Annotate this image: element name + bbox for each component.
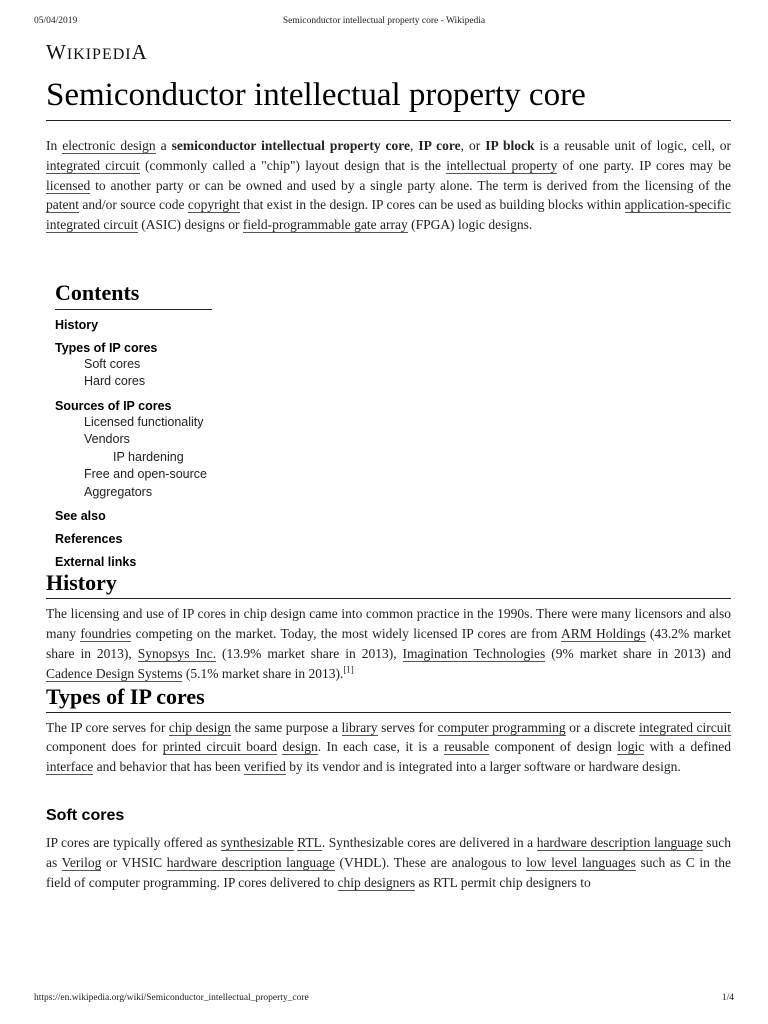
- link-rtl[interactable]: RTL: [297, 835, 322, 851]
- toc-item-licensed[interactable]: Licensed functionality: [84, 414, 204, 429]
- link-copyright[interactable]: copyright: [187, 197, 240, 213]
- toc-title: Contents: [55, 280, 212, 310]
- wikipedia-wordmark[interactable]: [46, 40, 148, 65]
- link-synthesizable[interactable]: synthesizable: [220, 835, 294, 851]
- link-arm-holdings[interactable]: ARM Holdings: [560, 626, 646, 642]
- print-header: [34, 16, 734, 30]
- article-content: [46, 76, 731, 892]
- toc-item-sources[interactable]: Sources of IP cores: [55, 398, 172, 413]
- link-asic[interactable]: application-specific integrated circuit: [46, 197, 731, 233]
- link-vhdl-hdl[interactable]: hardware description language: [166, 854, 335, 870]
- section-heading-types: Types of IP cores: [46, 684, 731, 713]
- link-fpga[interactable]: field-programmable gate array: [242, 217, 408, 233]
- toc-item-external-links[interactable]: External links: [55, 555, 137, 570]
- link-hdl[interactable]: hardware description language: [536, 835, 703, 851]
- soft-cores-paragraph: IP cores are typically offered as synthesizable RTL. Synthesizable cores are delivered in a hardware description language such as Verilog or VHSIC hardware description language (VHDL). These are analogous to low level languages such as C in the field of computer programming. IP cores delivered to chip designers as RTL permit chip designers to: [46, 835, 731, 890]
- wordmark-middle: IKIPEDI: [66, 46, 132, 63]
- link-integrated-circuit[interactable]: integrated circuit: [46, 157, 140, 173]
- link-logic[interactable]: logic: [617, 739, 645, 755]
- link-verilog[interactable]: Verilog: [61, 854, 102, 870]
- toc-item-references[interactable]: References: [55, 532, 123, 547]
- link-cadence[interactable]: Cadence Design Systems: [46, 665, 183, 681]
- types-paragraph: The IP core serves for chip design the same purpose a library serves for computer programming or a discrete integrated circuit component does for printed circuit board design. In each case, it is a reusable component of design logic with a defined interface and behavior that has been verified by its vendor and is integrated into a larger software or hardware design.: [46, 719, 732, 775]
- citation-ref[interactable]: [1]: [343, 664, 354, 675]
- link-verified[interactable]: verified: [243, 759, 286, 775]
- toc-item-soft-cores[interactable]: Soft cores: [84, 356, 141, 371]
- toc-item-ip-hardening[interactable]: IP hardening: [113, 449, 184, 464]
- link-reusable[interactable]: reusable: [444, 739, 490, 755]
- table-of-contents: [55, 280, 212, 571]
- link-library[interactable]: library: [341, 719, 378, 735]
- link-computer-programming[interactable]: computer programming: [437, 719, 566, 735]
- link-foundries[interactable]: foundries: [80, 626, 132, 642]
- link-design[interactable]: design: [282, 739, 318, 755]
- print-page-title: Semiconductor intellectual property core - Wikipedia: [282, 16, 486, 26]
- link-imagination-technologies[interactable]: Imagination Technologies: [402, 646, 546, 662]
- toc-item-free-open-source[interactable]: Free and open-source: [84, 467, 207, 482]
- toc-item-aggregators[interactable]: Aggregators: [84, 484, 153, 499]
- link-chip-design[interactable]: chip design: [168, 719, 231, 735]
- wordmark-initial: W: [46, 40, 67, 64]
- toc-item-see-also[interactable]: See also: [55, 509, 106, 524]
- history-paragraph: The licensing and use of IP cores in chip design came into common practice in the 1990s. There were many licensors and also many foundries competing on the market. Today, the most widely licensed IP cores are from ARM Holdings (43.2% market share in 2013), Synopsys Inc. (13.9% market share in 2013), Imagination Technologies (9% market share in 2013) and Cadence Design Systems (5.1% market share in 2013).[1]: [46, 606, 731, 681]
- link-integrated-circuit-2[interactable]: integrated circuit: [639, 719, 732, 735]
- toc-item-hard-cores[interactable]: Hard cores: [84, 374, 146, 389]
- toc-item-types[interactable]: Types of IP cores: [55, 340, 158, 355]
- link-printed-circuit-board[interactable]: printed circuit board: [162, 739, 278, 755]
- link-synopsys[interactable]: Synopsys Inc.: [137, 646, 217, 662]
- subsection-heading-soft-cores: Soft cores: [46, 807, 125, 825]
- link-electronic-design[interactable]: electronic design: [62, 138, 156, 153]
- toc-item-history[interactable]: History: [55, 317, 99, 332]
- link-low-level-languages[interactable]: low level languages: [526, 854, 636, 870]
- link-licensed[interactable]: licensed: [46, 177, 91, 193]
- print-url: https://en.wikipedia.org/wiki/Semiconductor_intellectual_property_core: [34, 993, 309, 1003]
- section-heading-history: History: [46, 570, 731, 599]
- page-number: 1/4: [721, 993, 734, 1003]
- print-date: 05/04/2019: [34, 16, 78, 26]
- print-footer: [34, 993, 734, 1007]
- link-interface[interactable]: interface: [46, 759, 94, 775]
- toc-item-vendors[interactable]: Vendors: [84, 432, 130, 447]
- link-intellectual-property[interactable]: intellectual property: [446, 157, 558, 173]
- article-title: Semiconductor intellectual property core: [46, 76, 731, 121]
- wordmark-final: A: [131, 40, 148, 64]
- link-chip-designers[interactable]: chip designers: [337, 874, 416, 890]
- intro-paragraph: In electronic design a semiconductor intellectual property core, IP core, or IP block is a reusable unit of logic, cell, or integrated circuit (commonly called a "chip") layout design that is the intellectual property of one party. IP cores may be licensed to another party or can be owned and used by a single party alone. The term is derived from the licensing of the patent and/or source code copyright that exist in the design. IP cores can be used as building blocks within application-specific integrated circuit (ASIC) designs or field-programmable gate array (FPGA) logic designs.: [46, 138, 731, 233]
- link-patent[interactable]: patent: [46, 197, 79, 213]
